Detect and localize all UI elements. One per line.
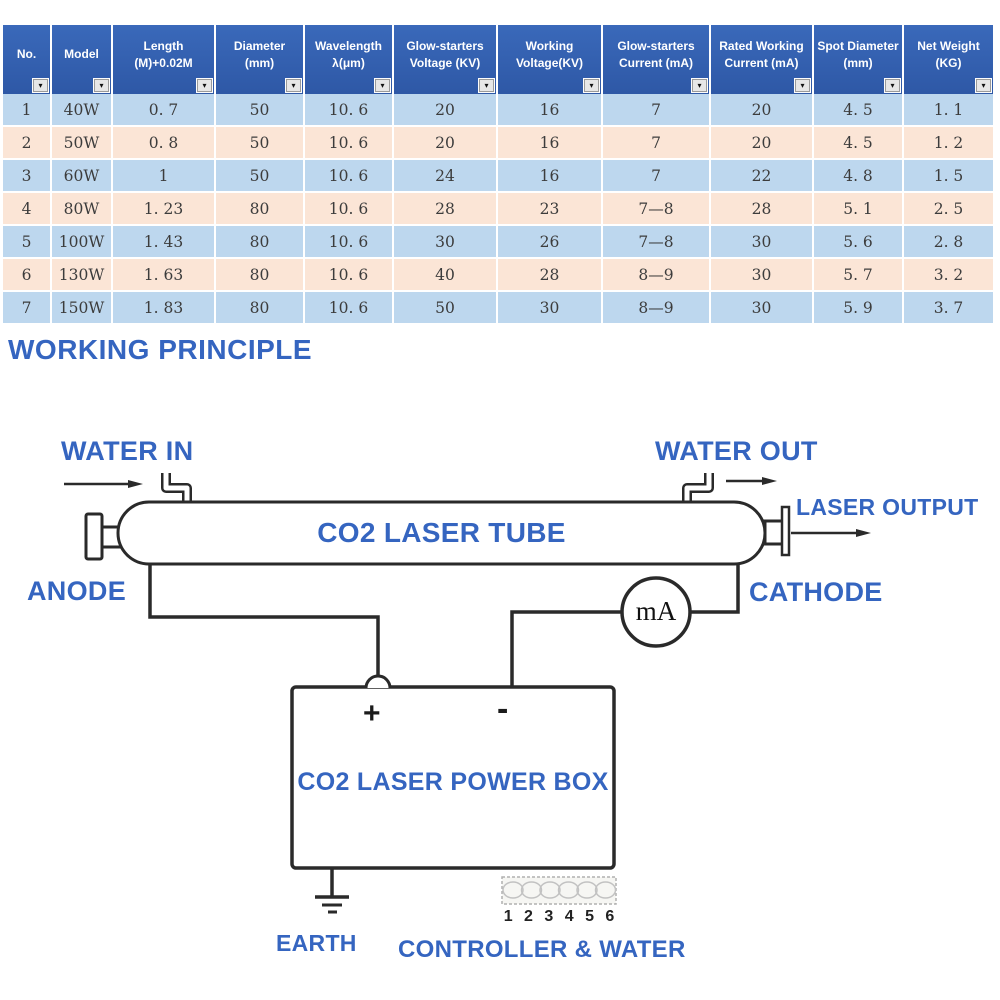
table-cell: 30 — [394, 226, 498, 259]
water-out-label: WATER OUT — [655, 436, 818, 466]
water-out-arrow-icon — [726, 477, 777, 485]
table-row — [3, 259, 993, 292]
column-header — [814, 25, 904, 94]
table-cell: 2. 5 — [904, 193, 993, 226]
table-cell: 22 — [711, 160, 814, 193]
table-cell: 5. 1 — [814, 193, 904, 226]
plus-terminal-bump — [366, 676, 390, 688]
table-cell: 80 — [216, 226, 305, 259]
table-cell: 7 — [603, 160, 711, 193]
table-cell: 40 — [394, 259, 498, 292]
table-cell: 26 — [498, 226, 603, 259]
table-cell: 100W — [52, 226, 113, 259]
output-mirror-plate — [782, 507, 789, 555]
table-cell: 3. 2 — [904, 259, 993, 292]
table-cell: 6 — [3, 259, 52, 292]
table-cell: 1 — [3, 94, 52, 127]
table-cell: 20 — [394, 94, 498, 127]
table-cell: 8—9 — [603, 259, 711, 292]
filter-dropdown-button[interactable]: ▾ — [94, 79, 109, 92]
cathode-wire-left — [512, 612, 622, 688]
filter-dropdown-button[interactable]: ▾ — [197, 79, 212, 92]
filter-dropdown-button[interactable]: ▾ — [286, 79, 301, 92]
earth-label: EARTH — [276, 930, 357, 956]
controller-water-label: CONTROLLER & WATER — [398, 936, 686, 963]
table-cell: 10. 6 — [305, 193, 394, 226]
table-cell: 4. 8 — [814, 160, 904, 193]
filter-dropdown-button[interactable]: ▾ — [692, 79, 707, 92]
table-cell: 1. 63 — [113, 259, 216, 292]
column-header — [305, 25, 394, 94]
column-header — [113, 25, 216, 94]
table-cell: 80W — [52, 193, 113, 226]
table-cell: 30 — [711, 259, 814, 292]
table-cell: 20 — [711, 127, 814, 160]
table-cell: 28 — [711, 193, 814, 226]
table-body — [3, 94, 993, 325]
column-header-label: Rated Working Current (mA) — [719, 39, 804, 70]
table-row — [3, 193, 993, 226]
filter-dropdown-button[interactable]: ▾ — [976, 79, 991, 92]
table-row — [3, 127, 993, 160]
table-cell: 3 — [3, 160, 52, 193]
table-cell: 24 — [394, 160, 498, 193]
table-cell: 7 — [3, 292, 52, 325]
plus-terminal-symbol: + — [363, 697, 381, 730]
laser-output-label: LASER OUTPUT — [796, 494, 979, 520]
table-cell: 1. 43 — [113, 226, 216, 259]
table-cell: 5 — [3, 226, 52, 259]
table-cell: 50 — [216, 127, 305, 160]
table-cell: 50W — [52, 127, 113, 160]
table-cell: 16 — [498, 94, 603, 127]
power-box-label: CO2 LASER POWER BOX — [297, 768, 609, 796]
filter-dropdown-button[interactable]: ▾ — [795, 79, 810, 92]
table-cell: 5. 6 — [814, 226, 904, 259]
table-cell: 60W — [52, 160, 113, 193]
water-in-label: WATER IN — [61, 436, 194, 466]
table-cell: 7 — [603, 127, 711, 160]
column-header — [394, 25, 498, 94]
table-cell: 16 — [498, 127, 603, 160]
table-cell: 1. 2 — [904, 127, 993, 160]
table-cell: 150W — [52, 292, 113, 325]
table-cell: 80 — [216, 259, 305, 292]
cathode-label: CATHODE — [749, 577, 883, 607]
table-row — [3, 292, 993, 325]
section-title: WORKING PRINCIPLE — [8, 334, 313, 365]
column-header — [3, 25, 52, 94]
laser-output-arrow-icon — [791, 529, 871, 537]
earth-ground-icon — [315, 868, 349, 912]
table-cell: 20 — [711, 94, 814, 127]
table-cell: 80 — [216, 193, 305, 226]
table-cell: 7—8 — [603, 226, 711, 259]
table-cell: 4 — [3, 193, 52, 226]
table-cell: 23 — [498, 193, 603, 226]
table-cell: 2. 8 — [904, 226, 993, 259]
table-row — [3, 226, 993, 259]
table-cell: 0. 8 — [113, 127, 216, 160]
column-header — [904, 25, 993, 94]
table-cell: 130W — [52, 259, 113, 292]
terminal-strip — [502, 877, 616, 904]
terminal-numbers: 1 2 3 4 5 6 — [503, 908, 615, 925]
column-header — [52, 25, 113, 94]
anode-wire — [150, 564, 378, 688]
table-cell: 1. 83 — [113, 292, 216, 325]
table-cell: 10. 6 — [305, 259, 394, 292]
table-cell: 4. 5 — [814, 94, 904, 127]
filter-dropdown-button[interactable]: ▾ — [375, 79, 390, 92]
table-cell: 30 — [711, 292, 814, 325]
table-cell: 1. 5 — [904, 160, 993, 193]
column-header-label: Model — [64, 47, 99, 62]
column-header-label: Spot Diameter (mm) — [817, 39, 899, 70]
table-header-row — [3, 25, 993, 94]
filter-dropdown-button[interactable]: ▾ — [885, 79, 900, 92]
column-header-label: Length (M)+0.02M — [134, 39, 193, 70]
table-cell: 28 — [394, 193, 498, 226]
table-cell: 3. 7 — [904, 292, 993, 325]
column-header-label: Diameter (mm) — [233, 39, 286, 70]
column-header-label: Glow-starters Current (mA) — [617, 39, 695, 70]
table-cell: 10. 6 — [305, 94, 394, 127]
column-header — [711, 25, 814, 94]
table-cell: 10. 6 — [305, 127, 394, 160]
column-header-label: Net Weight (KG) — [917, 39, 980, 70]
column-header — [603, 25, 711, 94]
table-cell: 10. 6 — [305, 160, 394, 193]
table-cell: 50 — [216, 160, 305, 193]
laser-tube-label: CO2 LASER TUBE — [317, 517, 566, 548]
table-cell: 10. 6 — [305, 292, 394, 325]
column-header-label: Glow-starters Voltage (KV) — [406, 39, 484, 70]
table-cell: 0. 7 — [113, 94, 216, 127]
table-cell: 50 — [216, 94, 305, 127]
water-in-arrow-icon — [64, 480, 143, 488]
anode-label: ANODE — [27, 576, 127, 606]
table-cell: 50 — [394, 292, 498, 325]
table-cell: 30 — [498, 292, 603, 325]
column-header-label: Wavelength λ(μm) — [315, 39, 382, 70]
column-header-label: Working Voltage(KV) — [515, 39, 584, 70]
table-cell: 28 — [498, 259, 603, 292]
table-cell: 2 — [3, 127, 52, 160]
filter-dropdown-button[interactable]: ▾ — [584, 79, 599, 92]
table-cell: 1. 23 — [113, 193, 216, 226]
table-cell: 5. 7 — [814, 259, 904, 292]
table-cell: 10. 6 — [305, 226, 394, 259]
table-cell: 4. 5 — [814, 127, 904, 160]
column-header — [498, 25, 603, 94]
minus-terminal-symbol: - — [497, 690, 509, 728]
table-cell: 1. 1 — [904, 94, 993, 127]
table-cell: 80 — [216, 292, 305, 325]
spec-table — [3, 25, 993, 325]
table-cell: 20 — [394, 127, 498, 160]
column-header — [216, 25, 305, 94]
table-cell: 7 — [603, 94, 711, 127]
table-cell: 16 — [498, 160, 603, 193]
column-header-label: No. — [16, 47, 37, 62]
table-row — [3, 160, 993, 193]
table-cell: 8—9 — [603, 292, 711, 325]
table-cell: 1 — [113, 160, 216, 193]
table-cell: 7—8 — [603, 193, 711, 226]
ma-meter-label: mA — [635, 596, 677, 626]
filter-dropdown-button[interactable]: ▾ — [479, 79, 494, 92]
table-cell: 30 — [711, 226, 814, 259]
table-cell: 5. 9 — [814, 292, 904, 325]
filter-dropdown-button[interactable]: ▾ — [33, 79, 48, 92]
cathode-wire-right — [690, 564, 738, 612]
anode-terminal-flange — [86, 514, 102, 559]
table-row — [3, 94, 993, 127]
table-cell: 40W — [52, 94, 113, 127]
